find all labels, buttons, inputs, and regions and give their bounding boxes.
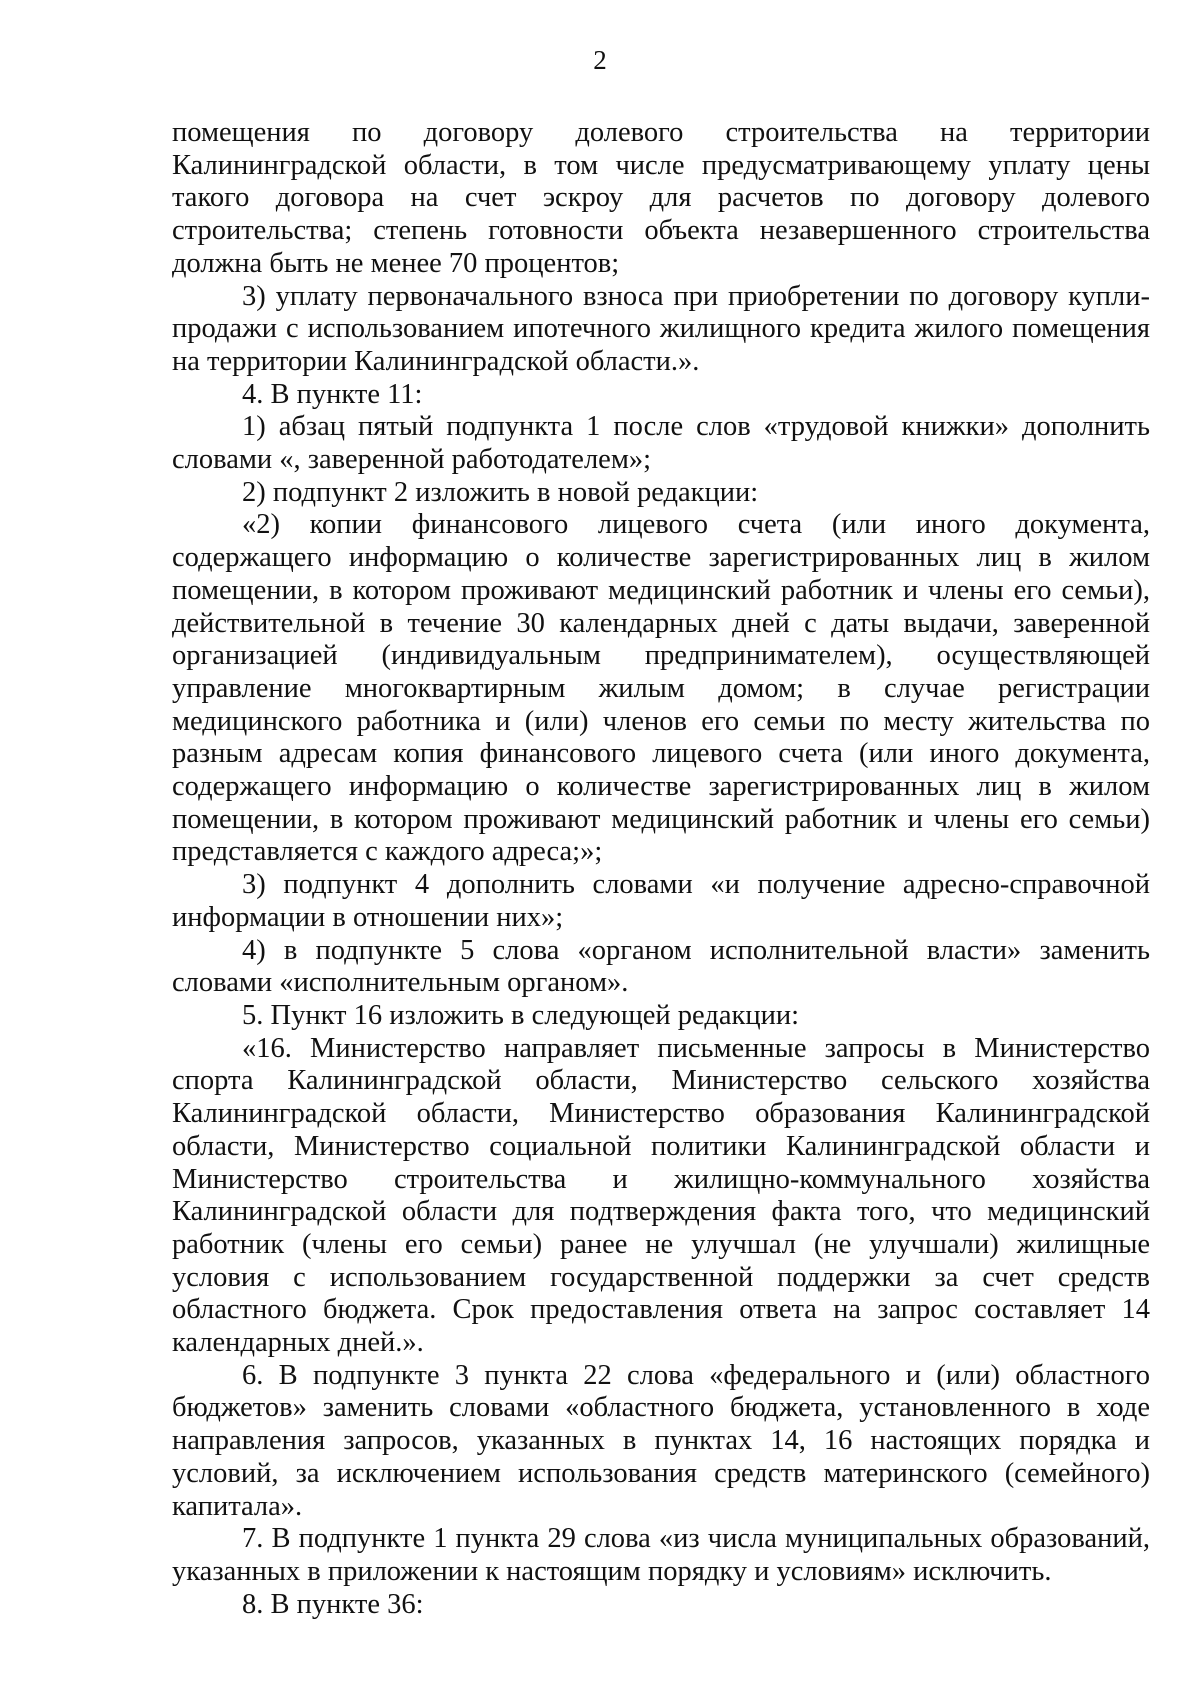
document-body xyxy=(172,117,1150,1621)
paragraph-subitem-3: 3) уплату первоначального взноса при приобретении по договору купли-продажи с использованием ипотечного жилищного кредита жилого помещения на территории Калининградской области.». xyxy=(172,280,1150,377)
page-number: 2 xyxy=(593,45,607,75)
paragraph-item-6: 6. В подпункте 3 пункта 22 слова «федерального и (или) областного бюджетов» заменить словами «областного бюджета, установленного в ходе направления запросов, указанных в пунктах 14, 16 настоящих порядка и условий, за исключением использования средств материнского (семейного) капитала». xyxy=(172,1359,1150,1522)
paragraph-new-subitem-2-text: «2) копии финансового лицевого счета (или иного документа, содержащего информацию о количестве зарегистрированных лиц в жилом помещении, в котором проживают медицинский работник и члены его семьи), действительной в течение 30 календарных дней с даты выдачи, заверенной организацией (индивидуальным предпринимателем), осуществляющей управление многоквартирным жилым домом; в случае регистрации медицинского работника и (или) членов его семьи по месту жительства по разным адресам копия финансового лицевого счета (или иного документа, содержащего информацию о количестве зарегистрированных лиц в жилом помещении, в котором проживают медицинский работник и члены его семьи) представляется с каждого адреса;»; xyxy=(172,509,1150,868)
paragraph-item-4: 4. В пункте 11: xyxy=(242,378,423,410)
paragraph-item-8: 8. В пункте 36: xyxy=(242,1588,424,1620)
paragraph-item-4-subitem-1: 1) абзац пятый подпункта 1 после слов «трудовой книжки» дополнить словами «, заверенной работодателем»; xyxy=(172,411,1150,476)
paragraph-new-item-16-text: «16. Министерство направляет письменные запросы в Министерство спорта Калининградской области, Министерство сельского хозяйства Калининградской области, Министерство образования Калининградской области, Министерство социальной политики Калининградской области и Министерство строительства и жилищно-коммунального хозяйства Калининградской области для подтверждения факта того, что медицинский работник (члены его семьи) ранее не улучшал (не улучшали) жилищные условия с использованием государственной поддержки за счет средств областного бюджета. Срок предоставления ответа на запрос составляет 14 календарных дней.». xyxy=(172,1032,1150,1359)
paragraph-item-4-subitem-3: 3) подпункт 4 дополнить словами «и получение адресно-справочной информации в отношении них»; xyxy=(172,869,1150,933)
paragraph-item-4-subitem-4: 4) в подпункте 5 слова «органом исполнительной власти» заменить словами «исполнительным органом». xyxy=(172,934,1150,999)
paragraph-continuation: помещения по договору долевого строительства на территории Калининградской области, в том числе предусматривающему уплату цены такого договора на счет эскроу для расчетов по договору долевого строительства; степень готовности объекта незавершенного строительства должна быть не менее 70 процентов; xyxy=(172,117,1150,279)
paragraph-item-5: 5. Пункт 16 изложить в следующей редакции: xyxy=(242,999,799,1031)
paragraph-item-4-subitem-2: 2) подпункт 2 изложить в новой редакции: xyxy=(242,476,759,508)
paragraph-item-7: 7. В подпункте 1 пункта 29 слова «из числа муниципальных образований, указанных в приложении к настоящим порядку и условиям» исключить. xyxy=(172,1523,1150,1587)
